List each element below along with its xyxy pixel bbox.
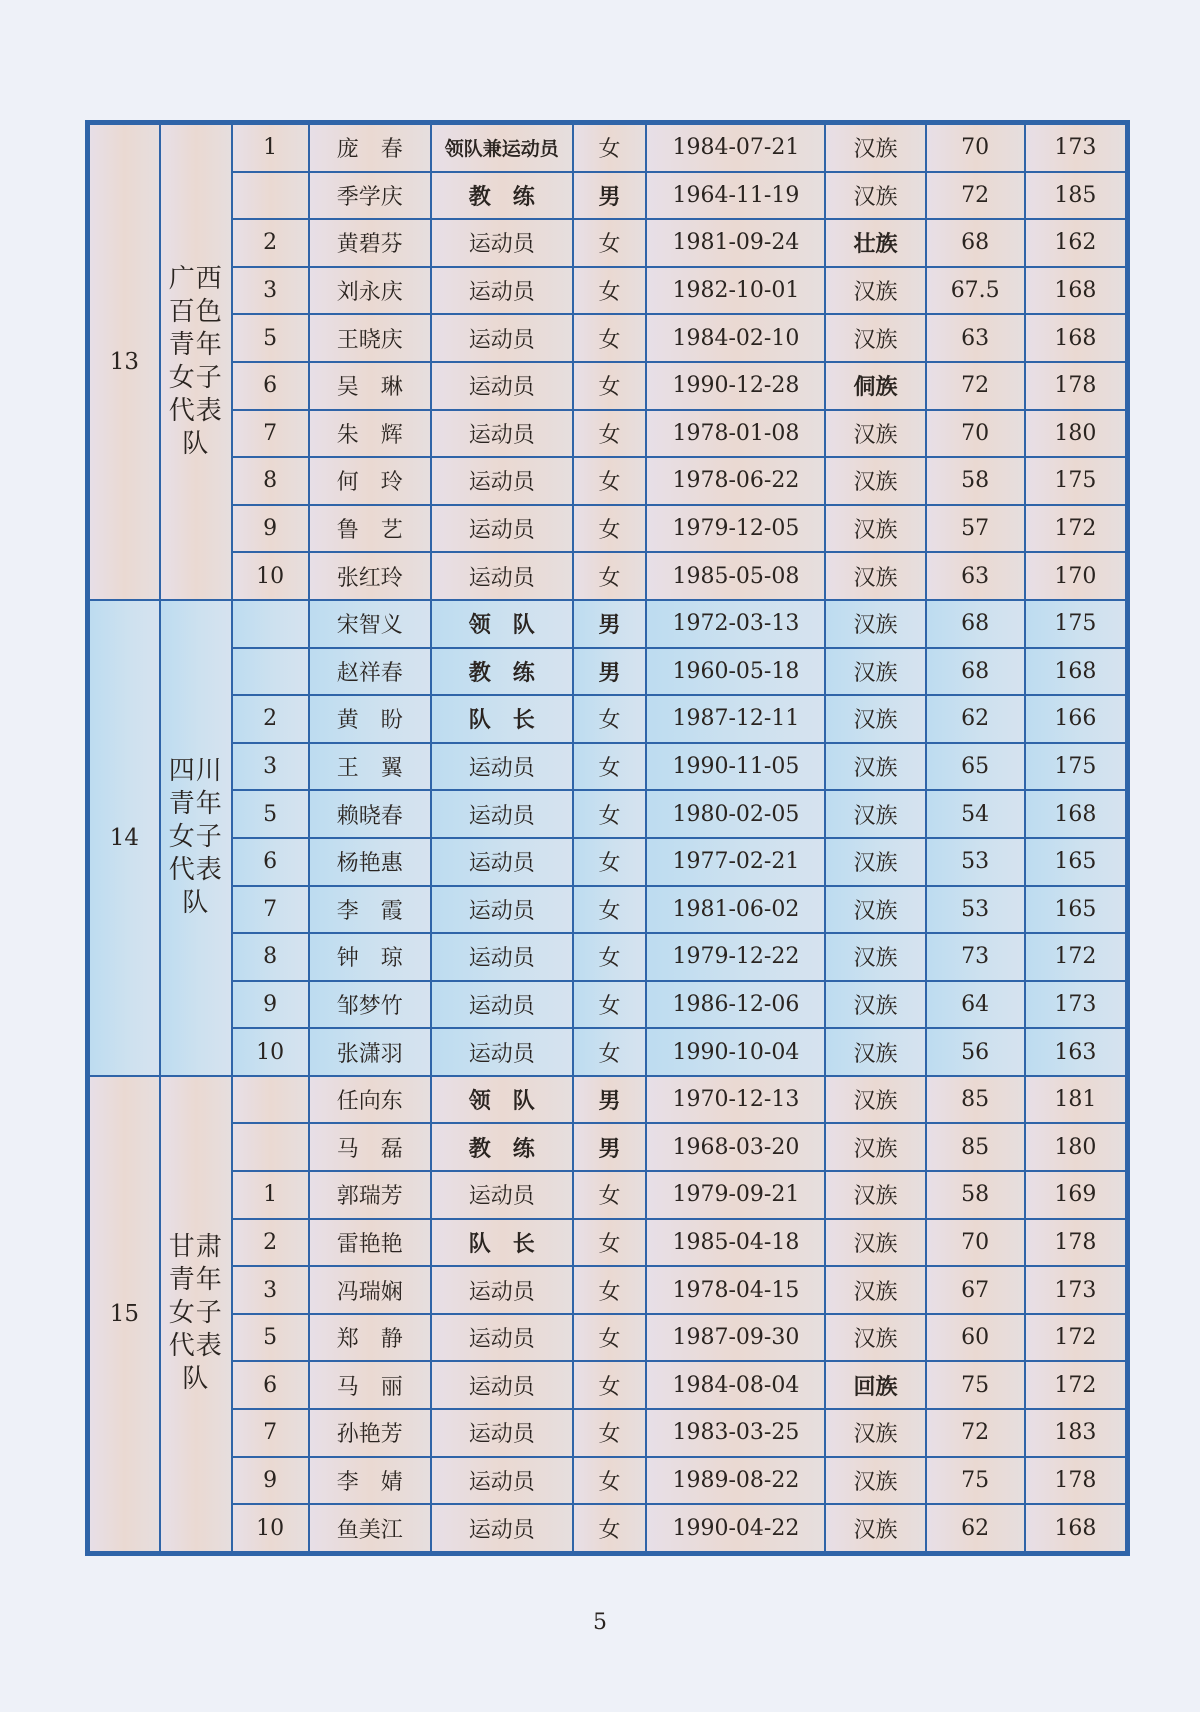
player-name: 鲁 艺 (309, 505, 431, 553)
player-birthdate: 1987-09-30 (646, 1314, 825, 1362)
player-role: 运动员 (431, 790, 573, 838)
player-sex: 女 (573, 1266, 647, 1314)
table-row (89, 743, 1126, 791)
player-ethnicity: 汉族 (825, 648, 925, 696)
table-row (89, 1123, 1126, 1171)
player-birthdate: 1981-09-24 (646, 219, 825, 267)
player-ethnicity: 汉族 (825, 981, 925, 1029)
player-height: 181 (1025, 1076, 1126, 1124)
player-role: 运动员 (431, 1409, 573, 1457)
player-ethnicity: 汉族 (825, 1123, 925, 1171)
player-role: 领队兼运动员 (431, 124, 573, 172)
player-number: 10 (232, 1504, 309, 1552)
player-sex: 男 (573, 172, 647, 220)
player-sex: 女 (573, 886, 647, 934)
player-height: 168 (1025, 314, 1126, 362)
group-number: 15 (89, 1076, 160, 1552)
player-sex: 女 (573, 981, 647, 1029)
player-height: 162 (1025, 219, 1126, 267)
player-height: 175 (1025, 600, 1126, 648)
table-row (89, 552, 1126, 600)
table-row (89, 1076, 1126, 1124)
player-name: 邹梦竹 (309, 981, 431, 1029)
player-name: 刘永庆 (309, 267, 431, 315)
player-role: 运动员 (431, 552, 573, 600)
player-weight: 85 (926, 1076, 1025, 1124)
player-role: 运动员 (431, 505, 573, 553)
player-birthdate: 1972-03-13 (646, 600, 825, 648)
player-birthdate: 1984-08-04 (646, 1361, 825, 1409)
team-name-cell (160, 124, 232, 600)
player-role: 运动员 (431, 457, 573, 505)
team-name: 甘肃青年女子代表队 (168, 1232, 223, 1395)
player-birthdate: 1987-12-11 (646, 695, 825, 743)
player-role: 运动员 (431, 1266, 573, 1314)
table-row (89, 457, 1126, 505)
table-row (89, 1219, 1126, 1267)
player-number: 2 (232, 219, 309, 267)
table-row (89, 790, 1126, 838)
player-number (232, 600, 309, 648)
player-number (232, 648, 309, 696)
player-height: 168 (1025, 267, 1126, 315)
player-ethnicity: 汉族 (825, 600, 925, 648)
player-sex: 女 (573, 1409, 647, 1457)
player-name: 庞 春 (309, 124, 431, 172)
player-ethnicity: 汉族 (825, 505, 925, 553)
player-sex: 女 (573, 505, 647, 553)
player-ethnicity: 汉族 (825, 410, 925, 458)
player-height: 165 (1025, 838, 1126, 886)
player-name: 杨艳惠 (309, 838, 431, 886)
player-height: 173 (1025, 981, 1126, 1029)
table-row (89, 600, 1126, 648)
player-name: 郭瑞芳 (309, 1171, 431, 1219)
player-weight: 56 (926, 1028, 1025, 1076)
group-number: 13 (89, 124, 160, 600)
player-sex: 女 (573, 314, 647, 362)
player-sex: 男 (573, 648, 647, 696)
player-number: 10 (232, 1028, 309, 1076)
player-number: 3 (232, 267, 309, 315)
table-row (89, 981, 1126, 1029)
table-row (89, 505, 1126, 553)
player-name: 张红玲 (309, 552, 431, 600)
player-height: 163 (1025, 1028, 1126, 1076)
table-row (89, 314, 1126, 362)
player-height: 169 (1025, 1171, 1126, 1219)
player-weight: 54 (926, 790, 1025, 838)
player-height: 172 (1025, 933, 1126, 981)
player-number: 7 (232, 410, 309, 458)
player-name: 马 磊 (309, 1123, 431, 1171)
player-ethnicity: 汉族 (825, 695, 925, 743)
player-birthdate: 1982-10-01 (646, 267, 825, 315)
player-ethnicity: 汉族 (825, 267, 925, 315)
player-role: 运动员 (431, 1171, 573, 1219)
player-ethnicity: 汉族 (825, 552, 925, 600)
player-ethnicity: 汉族 (825, 838, 925, 886)
player-name: 王晓庆 (309, 314, 431, 362)
player-sex: 男 (573, 1123, 647, 1171)
player-number: 2 (232, 1219, 309, 1267)
player-name: 冯瑞娴 (309, 1266, 431, 1314)
player-height: 168 (1025, 648, 1126, 696)
player-ethnicity: 汉族 (825, 933, 925, 981)
player-role: 队 长 (431, 1219, 573, 1267)
player-number: 9 (232, 1457, 309, 1505)
player-height: 173 (1025, 124, 1126, 172)
player-height: 168 (1025, 1504, 1126, 1552)
player-name: 宋智义 (309, 600, 431, 648)
player-birthdate: 1990-12-28 (646, 362, 825, 410)
player-weight: 64 (926, 981, 1025, 1029)
player-ethnicity: 汉族 (825, 1457, 925, 1505)
player-sex: 女 (573, 1457, 647, 1505)
player-weight: 67.5 (926, 267, 1025, 315)
player-weight: 73 (926, 933, 1025, 981)
player-role: 运动员 (431, 1028, 573, 1076)
table-row (89, 933, 1126, 981)
player-height: 178 (1025, 1457, 1126, 1505)
player-weight: 53 (926, 838, 1025, 886)
table-row (89, 1361, 1126, 1409)
player-birthdate: 1983-03-25 (646, 1409, 825, 1457)
player-role: 运动员 (431, 1457, 573, 1505)
player-role: 运动员 (431, 1361, 573, 1409)
player-role: 运动员 (431, 410, 573, 458)
player-number: 2 (232, 695, 309, 743)
player-number: 7 (232, 886, 309, 934)
table-row (89, 172, 1126, 220)
player-weight: 72 (926, 362, 1025, 410)
player-height: 178 (1025, 1219, 1126, 1267)
player-height: 172 (1025, 1361, 1126, 1409)
player-sex: 女 (573, 267, 647, 315)
player-ethnicity: 汉族 (825, 1028, 925, 1076)
player-ethnicity: 汉族 (825, 1409, 925, 1457)
player-ethnicity: 汉族 (825, 1219, 925, 1267)
player-height: 178 (1025, 362, 1126, 410)
player-name: 钟 琼 (309, 933, 431, 981)
player-height: 170 (1025, 552, 1126, 600)
player-sex: 女 (573, 1314, 647, 1362)
player-sex: 女 (573, 1504, 647, 1552)
player-sex: 女 (573, 838, 647, 886)
player-number: 9 (232, 981, 309, 1029)
table-row (89, 1266, 1126, 1314)
player-name: 张潇羽 (309, 1028, 431, 1076)
player-role: 运动员 (431, 981, 573, 1029)
player-height: 183 (1025, 1409, 1126, 1457)
player-birthdate: 1980-02-05 (646, 790, 825, 838)
player-weight: 70 (926, 124, 1025, 172)
player-name: 季学庆 (309, 172, 431, 220)
player-role: 运动员 (431, 1504, 573, 1552)
player-weight: 68 (926, 648, 1025, 696)
player-name: 郑 静 (309, 1314, 431, 1362)
player-birthdate: 1978-06-22 (646, 457, 825, 505)
player-name: 孙艳芳 (309, 1409, 431, 1457)
player-height: 172 (1025, 505, 1126, 553)
player-number: 5 (232, 314, 309, 362)
player-sex: 女 (573, 790, 647, 838)
player-birthdate: 1990-11-05 (646, 743, 825, 791)
player-birthdate: 1968-03-20 (646, 1123, 825, 1171)
player-ethnicity: 汉族 (825, 1314, 925, 1362)
page-number: 5 (593, 1610, 607, 1635)
player-weight: 68 (926, 600, 1025, 648)
player-height: 165 (1025, 886, 1126, 934)
table-row (89, 410, 1126, 458)
team-name-cell (160, 600, 232, 1076)
player-weight: 53 (926, 886, 1025, 934)
table-row (89, 838, 1126, 886)
player-number: 1 (232, 1171, 309, 1219)
player-birthdate: 1984-07-21 (646, 124, 825, 172)
player-birthdate: 1970-12-13 (646, 1076, 825, 1124)
player-role: 教 练 (431, 172, 573, 220)
table-row (89, 219, 1126, 267)
player-sex: 女 (573, 457, 647, 505)
player-ethnicity: 汉族 (825, 1266, 925, 1314)
player-height: 166 (1025, 695, 1126, 743)
player-ethnicity: 壮族 (825, 219, 925, 267)
player-sex: 男 (573, 600, 647, 648)
player-birthdate: 1985-04-18 (646, 1219, 825, 1267)
player-ethnicity: 汉族 (825, 124, 925, 172)
player-height: 180 (1025, 1123, 1126, 1171)
player-role: 运动员 (431, 267, 573, 315)
team-name-cell (160, 1076, 232, 1552)
player-ethnicity: 汉族 (825, 1076, 925, 1124)
player-birthdate: 1964-11-19 (646, 172, 825, 220)
team-name: 广西百色青年女子代表队 (168, 263, 223, 459)
player-weight: 85 (926, 1123, 1025, 1171)
player-weight: 60 (926, 1314, 1025, 1362)
player-height: 173 (1025, 1266, 1126, 1314)
player-number: 6 (232, 362, 309, 410)
player-role: 运动员 (431, 743, 573, 791)
player-birthdate: 1985-05-08 (646, 552, 825, 600)
player-name: 马 丽 (309, 1361, 431, 1409)
table-row (89, 267, 1126, 315)
player-ethnicity: 汉族 (825, 457, 925, 505)
player-ethnicity: 汉族 (825, 1171, 925, 1219)
player-name: 黄碧芬 (309, 219, 431, 267)
player-role: 运动员 (431, 314, 573, 362)
player-ethnicity: 汉族 (825, 886, 925, 934)
player-ethnicity: 侗族 (825, 362, 925, 410)
table-row (89, 1314, 1126, 1362)
player-name: 雷艳艳 (309, 1219, 431, 1267)
player-sex: 女 (573, 1361, 647, 1409)
player-sex: 女 (573, 552, 647, 600)
table-row (89, 1457, 1126, 1505)
player-ethnicity: 汉族 (825, 314, 925, 362)
player-weight: 75 (926, 1361, 1025, 1409)
player-number: 6 (232, 1361, 309, 1409)
player-birthdate: 1990-10-04 (646, 1028, 825, 1076)
player-weight: 75 (926, 1457, 1025, 1505)
player-name: 王 翼 (309, 743, 431, 791)
player-number (232, 172, 309, 220)
player-ethnicity: 回族 (825, 1361, 925, 1409)
player-weight: 58 (926, 1171, 1025, 1219)
player-weight: 62 (926, 695, 1025, 743)
table-row (89, 1028, 1126, 1076)
player-weight: 67 (926, 1266, 1025, 1314)
player-weight: 72 (926, 1409, 1025, 1457)
player-birthdate: 1979-09-21 (646, 1171, 825, 1219)
player-role: 领 队 (431, 1076, 573, 1124)
roster-sheet (85, 120, 1130, 1556)
player-weight: 65 (926, 743, 1025, 791)
player-weight: 72 (926, 172, 1025, 220)
player-role: 运动员 (431, 362, 573, 410)
player-birthdate: 1978-04-15 (646, 1266, 825, 1314)
player-birthdate: 1979-12-22 (646, 933, 825, 981)
table-row (89, 124, 1126, 172)
player-sex: 女 (573, 933, 647, 981)
table-row (89, 695, 1126, 743)
player-weight: 68 (926, 219, 1025, 267)
player-ethnicity: 汉族 (825, 172, 925, 220)
player-height: 172 (1025, 1314, 1126, 1362)
player-role: 运动员 (431, 933, 573, 981)
table-row (89, 886, 1126, 934)
player-role: 运动员 (431, 1314, 573, 1362)
player-weight: 70 (926, 410, 1025, 458)
table-row (89, 1504, 1126, 1552)
player-name: 赵祥春 (309, 648, 431, 696)
group-number: 14 (89, 600, 160, 1076)
player-sex: 女 (573, 219, 647, 267)
player-name: 任向东 (309, 1076, 431, 1124)
player-ethnicity: 汉族 (825, 1504, 925, 1552)
roster-table (88, 123, 1127, 1553)
table-row (89, 1171, 1126, 1219)
table-row (89, 1409, 1126, 1457)
player-birthdate: 1977-02-21 (646, 838, 825, 886)
player-sex: 男 (573, 1076, 647, 1124)
player-name: 李 婧 (309, 1457, 431, 1505)
player-number: 5 (232, 790, 309, 838)
player-role: 领 队 (431, 600, 573, 648)
table-row (89, 648, 1126, 696)
table-row (89, 362, 1126, 410)
player-role: 运动员 (431, 219, 573, 267)
player-height: 185 (1025, 172, 1126, 220)
player-name: 鱼美江 (309, 1504, 431, 1552)
player-name: 赖晓春 (309, 790, 431, 838)
player-ethnicity: 汉族 (825, 743, 925, 791)
player-sex: 女 (573, 1028, 647, 1076)
player-role: 教 练 (431, 1123, 573, 1171)
player-height: 180 (1025, 410, 1126, 458)
player-name: 吴 琳 (309, 362, 431, 410)
player-number: 3 (232, 743, 309, 791)
player-height: 175 (1025, 457, 1126, 505)
player-height: 175 (1025, 743, 1126, 791)
player-number: 6 (232, 838, 309, 886)
player-number: 3 (232, 1266, 309, 1314)
player-number (232, 1076, 309, 1124)
player-number: 7 (232, 1409, 309, 1457)
player-sex: 女 (573, 362, 647, 410)
player-birthdate: 1960-05-18 (646, 648, 825, 696)
player-birthdate: 1989-08-22 (646, 1457, 825, 1505)
roster-body (89, 124, 1126, 1552)
player-number: 9 (232, 505, 309, 553)
player-birthdate: 1990-04-22 (646, 1504, 825, 1552)
player-number: 8 (232, 933, 309, 981)
player-name: 何 玲 (309, 457, 431, 505)
player-birthdate: 1979-12-05 (646, 505, 825, 553)
player-weight: 63 (926, 552, 1025, 600)
player-role: 运动员 (431, 838, 573, 886)
player-height: 168 (1025, 790, 1126, 838)
player-birthdate: 1984-02-10 (646, 314, 825, 362)
player-number (232, 1123, 309, 1171)
player-ethnicity: 汉族 (825, 790, 925, 838)
player-name: 朱 辉 (309, 410, 431, 458)
player-name: 黄 盼 (309, 695, 431, 743)
player-role: 教 练 (431, 648, 573, 696)
player-birthdate: 1986-12-06 (646, 981, 825, 1029)
player-birthdate: 1981-06-02 (646, 886, 825, 934)
player-number: 10 (232, 552, 309, 600)
team-name: 四川青年女子代表队 (168, 756, 223, 919)
player-sex: 女 (573, 410, 647, 458)
player-sex: 女 (573, 695, 647, 743)
player-number: 5 (232, 1314, 309, 1362)
player-weight: 70 (926, 1219, 1025, 1267)
player-role: 队 长 (431, 695, 573, 743)
player-number: 1 (232, 124, 309, 172)
player-sex: 女 (573, 124, 647, 172)
player-sex: 女 (573, 743, 647, 791)
player-sex: 女 (573, 1171, 647, 1219)
player-weight: 62 (926, 1504, 1025, 1552)
player-weight: 57 (926, 505, 1025, 553)
player-role: 运动员 (431, 886, 573, 934)
player-number: 8 (232, 457, 309, 505)
player-birthdate: 1978-01-08 (646, 410, 825, 458)
player-name: 李 霞 (309, 886, 431, 934)
player-weight: 58 (926, 457, 1025, 505)
player-weight: 63 (926, 314, 1025, 362)
player-sex: 女 (573, 1219, 647, 1267)
